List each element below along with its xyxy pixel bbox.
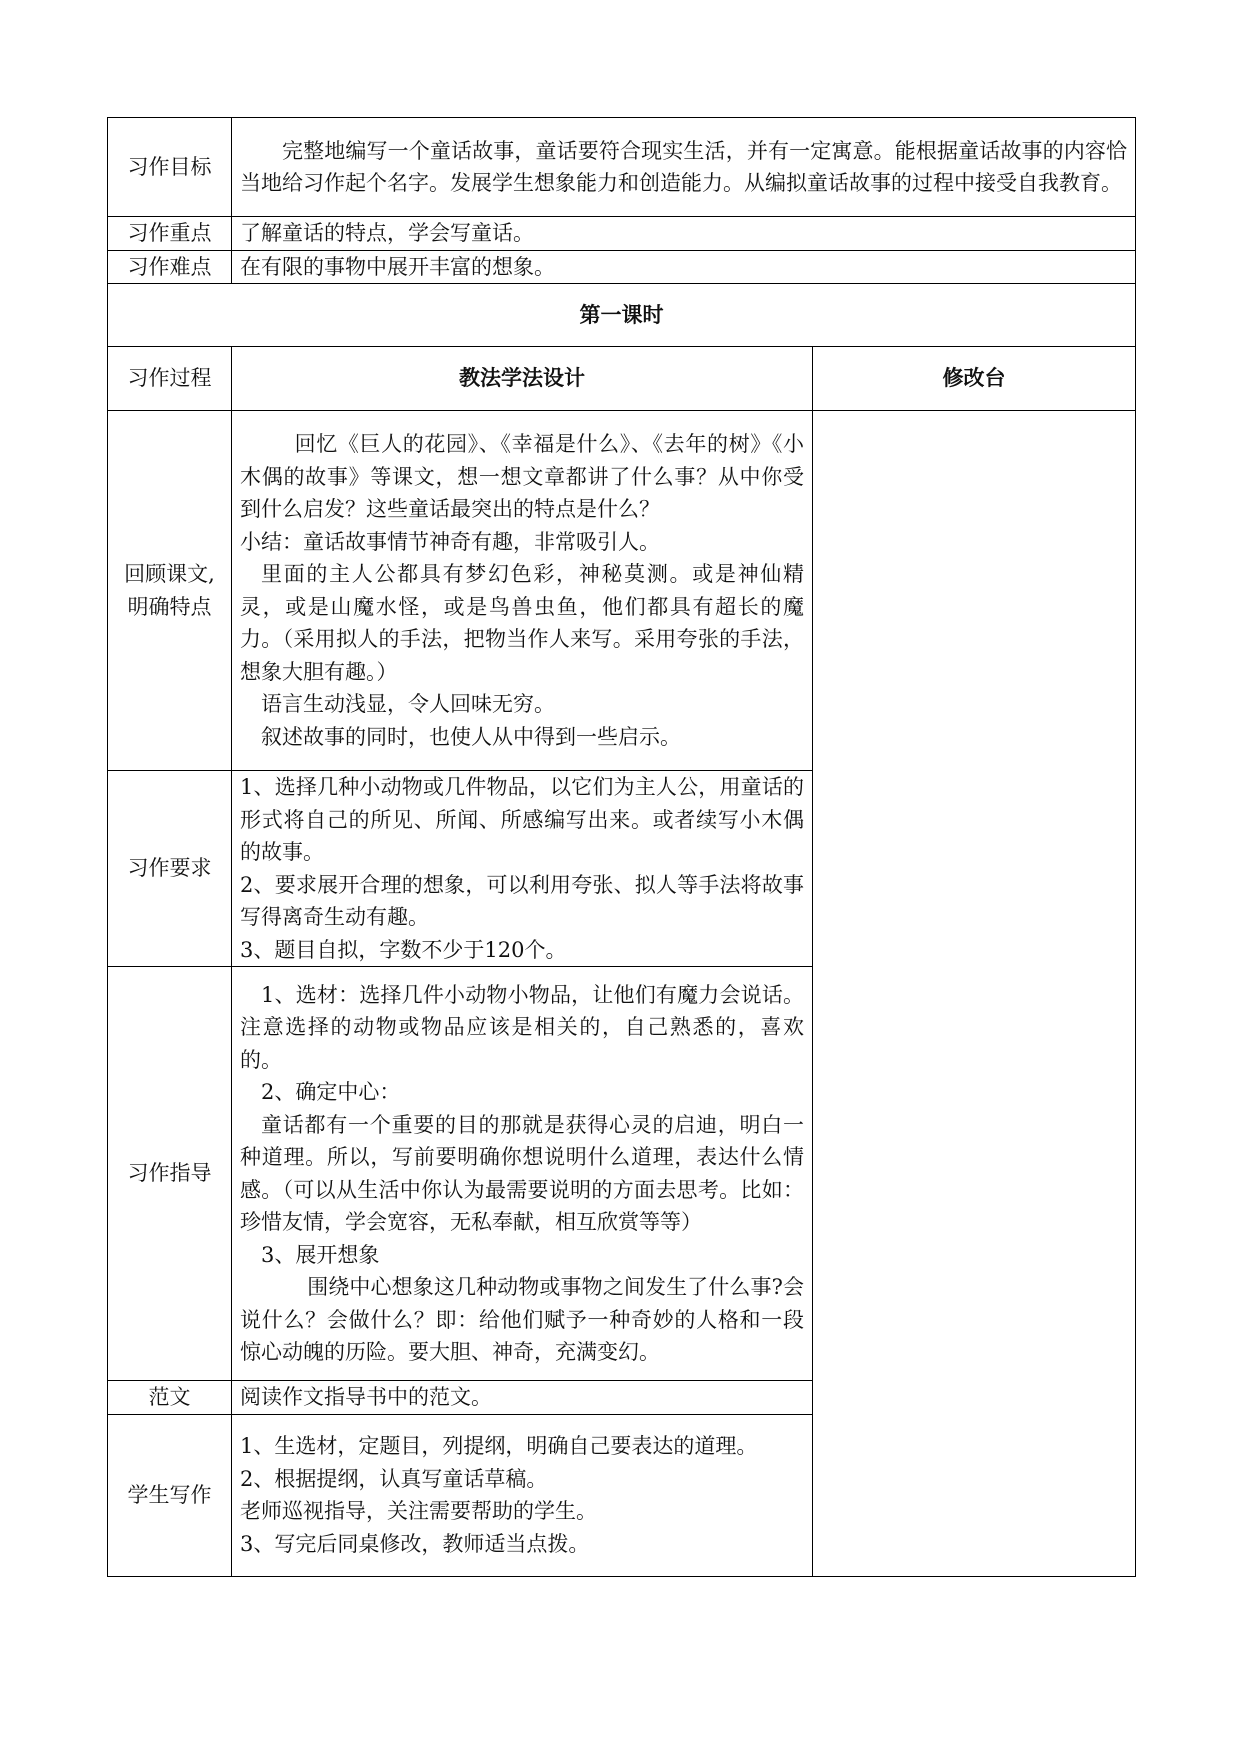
requirement-item: 2、要求展开合理的想象，可以利用夸张、拟人等手法将故事写得离奇生动有趣。: [240, 872, 804, 929]
requirement-item: 3、题目自拟，字数不少于120个。: [240, 937, 567, 962]
guidance-paragraph: 1、选材：选择几件小动物小物品，让他们有魔力会说话。注意选择的动物或物品应该是相关的，自己熟悉的，喜欢的。: [240, 982, 804, 1072]
goal-label: 习作目标: [108, 118, 232, 217]
lesson-title: 第一课时: [108, 284, 1136, 347]
writing-step: 3、写完后同桌修改，教师适当点拨。: [240, 1531, 590, 1556]
requirements-label: 习作要求: [108, 771, 232, 967]
review-label: 回顾课文,明确特点: [108, 411, 232, 771]
goal-text: 完整地编写一个童话故事，童话要符合现实生活，并有一定寓意。能根据童话故事的内容恰当地给习作起个名字。发展学生想象能力和创造能力。从编拟童话故事的过程中接受自我教育。: [232, 118, 1136, 217]
header-revision: 修改台: [813, 347, 1136, 411]
review-paragraph: 小结：童话故事情节神奇有趣，非常吸引人。: [240, 529, 660, 554]
key-point-text: 了解童话的特点，学会写童话。: [232, 217, 1136, 251]
header-design: 教法学法设计: [232, 347, 813, 411]
header-process: 习作过程: [108, 347, 232, 411]
review-paragraph: 语言生动浅显，令人回味无穷。: [261, 692, 555, 716]
revision-column: [813, 411, 1136, 1577]
review-row: [108, 411, 1136, 771]
guidance-label: 习作指导: [108, 967, 232, 1381]
review-text: [232, 411, 813, 771]
lesson-title-row: [108, 284, 1136, 347]
header-row: [108, 347, 1136, 411]
difficulty-row: [108, 250, 1136, 284]
writing-label: 学生写作: [108, 1414, 232, 1576]
requirements-text: [232, 771, 813, 967]
writing-text: [232, 1414, 813, 1576]
guidance-paragraph: 3、展开想象: [261, 1242, 380, 1267]
goal-row: [108, 118, 1136, 217]
writing-step: 1、生选材，定题目，列提纲，明确自己要表达的道理。: [240, 1434, 758, 1458]
requirement-item: 1、选择几种小动物或几件物品，以它们为主人公，用童话的形式将自己的所见、所闻、所感编写出来。或者续写小木偶的故事。: [240, 775, 804, 864]
model-text: 阅读作文指导书中的范文。: [232, 1381, 813, 1415]
difficulty-text: 在有限的事物中展开丰富的想象。: [232, 250, 1136, 284]
lesson-plan-table: [107, 117, 1136, 1577]
key-point-label: 习作重点: [108, 217, 232, 251]
guidance-paragraph: 童话都有一个重要的目的那就是获得心灵的启迪，明白一种道理。所以，写前要明确你想说明什么道理，表达什么情感。（可以从生活中你认为最需要说明的方面去思考。比如：珍惜友情，学会宽容，无私奉献，相互欣赏等等）: [240, 1112, 804, 1234]
guidance-text: [232, 967, 813, 1381]
key-point-row: [108, 217, 1136, 251]
guidance-paragraph: 围绕中心想象这几种动物或事物之间发生了什么事?会说什么？会做什么？即：给他们赋予一种奇妙的人格和一段惊心动魄的历险。要大胆、神奇，充满变幻。: [240, 1275, 804, 1364]
review-paragraph: 叙述故事的同时，也使人从中得到一些启示。: [261, 724, 681, 749]
writing-step: 老师巡视指导，关注需要帮助的学生。: [240, 1499, 597, 1523]
model-label: 范文: [108, 1381, 232, 1415]
guidance-paragraph: 2、确定中心：: [261, 1080, 401, 1104]
writing-step: 2、根据提纲，认真写童话草稿。: [240, 1466, 548, 1491]
review-paragraph: 里面的主人公都具有梦幻色彩，神秘莫测。或是神仙精灵，或是山魔水怪，或是鸟兽虫鱼，他们都具有超长的魔力。（采用拟人的手法，把物当作人来写。采用夸张的手法，想象大胆有趣。）: [240, 562, 804, 684]
difficulty-label: 习作难点: [108, 250, 232, 284]
review-paragraph: 回忆《巨人的花园》、《幸福是什么》、《去年的树》《小木偶的故事》等课文，想一想文章都讲了什么事？从中你受到什么启发？这些童话最突出的特点是什么？: [240, 432, 804, 521]
